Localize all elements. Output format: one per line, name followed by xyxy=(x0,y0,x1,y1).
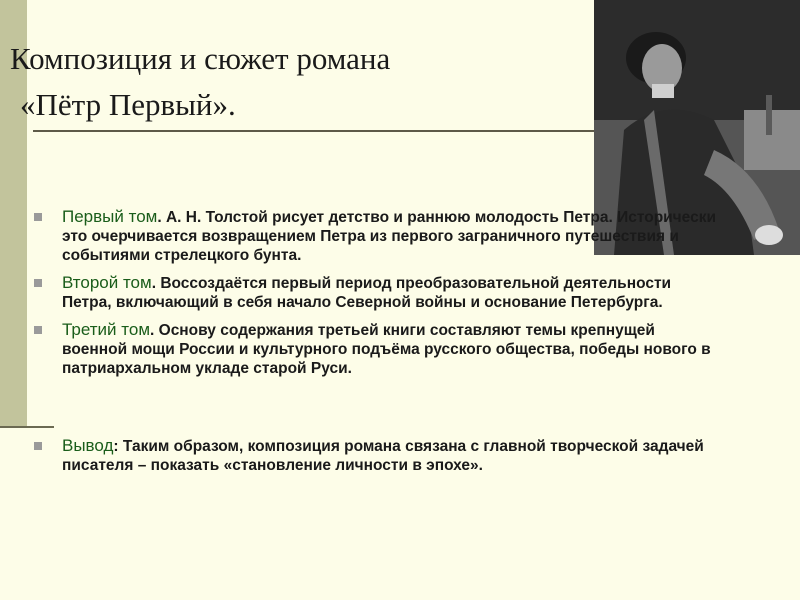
item-lead: Вывод xyxy=(62,436,114,455)
item-lead: Второй том xyxy=(62,273,152,292)
title-underline xyxy=(33,130,595,132)
item-lead: Третий том xyxy=(62,320,151,339)
item-lead-sep: : xyxy=(113,438,119,455)
item-text: Таким образом, композиция романа связана с главной творческой задачей писателя – показать «становление личности в эпохе». xyxy=(62,438,704,474)
title-line-1: Композиция и сюжет романа xyxy=(10,41,391,76)
item-lead-sep: . xyxy=(151,275,157,292)
list-item xyxy=(34,320,724,378)
item-lead-sep: . xyxy=(150,322,155,339)
list-item xyxy=(34,207,724,265)
bullet-icon xyxy=(34,279,42,287)
list-item-conclusion xyxy=(34,436,724,475)
bullet-icon xyxy=(34,326,42,334)
item-text: Основу содержания третьей книги составляют темы крепнущей военной мощи России и культурного подъёма русского общества, победы нового в патриархальном укладе старой Руси. xyxy=(62,322,711,377)
slide-title xyxy=(10,36,590,128)
bullet-icon xyxy=(34,442,42,450)
item-lead-sep: . xyxy=(157,209,162,226)
bullet-icon xyxy=(34,213,42,221)
item-text: А. Н. Толстой рисует детство и раннюю молодость Петра. Исторически это очерчивается возвращением Петра из первого заграничного путешествия и событиями стрелецкого бунта. xyxy=(62,209,717,264)
content-list xyxy=(34,207,724,475)
title-line-2: «Пётр Первый». xyxy=(20,87,236,122)
item-lead: Первый том xyxy=(62,207,158,226)
item-text: Воссоздаётся первый период преобразовательной деятельности Петра, включающий в себя начало Северной войны и основание Петербурга. xyxy=(62,275,672,311)
list-item xyxy=(34,273,724,312)
